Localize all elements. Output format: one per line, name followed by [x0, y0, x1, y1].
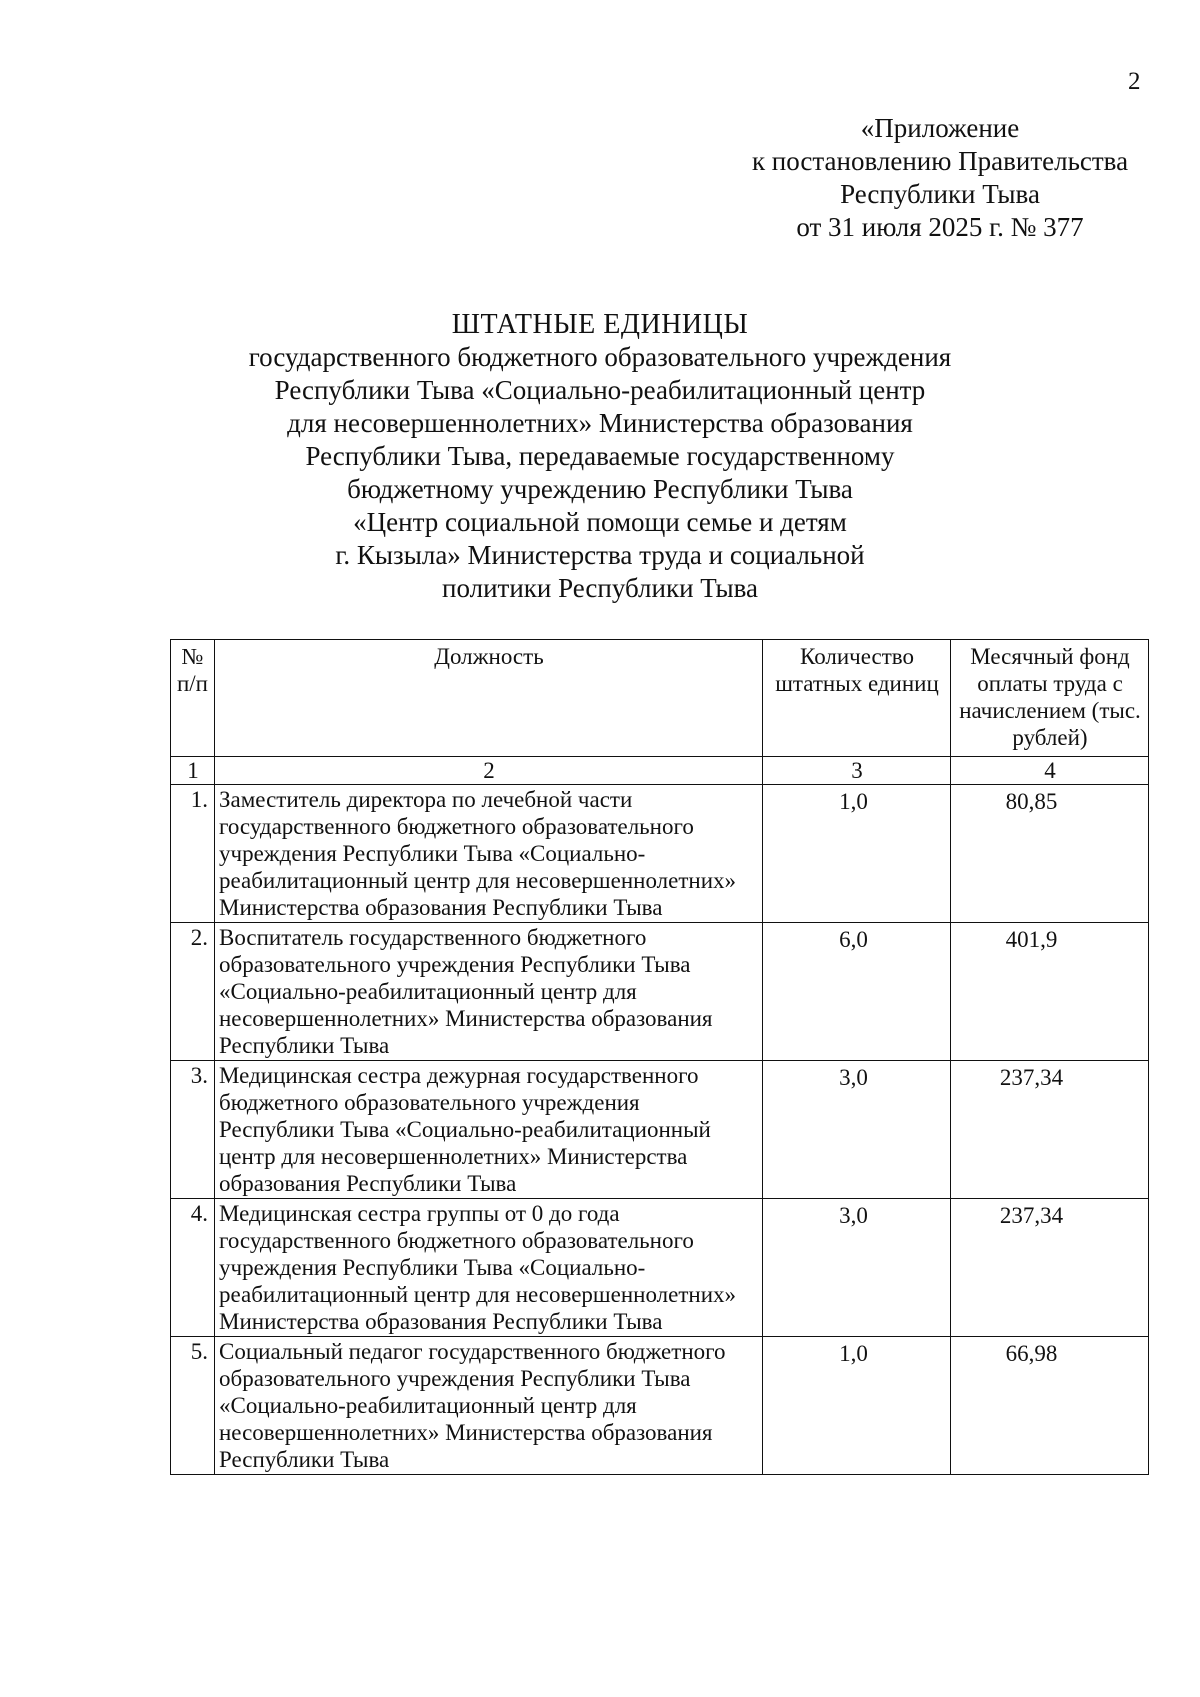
row-fund: 401,9	[951, 923, 1149, 1061]
title-line: государственного бюджетного образовательного учреждения	[248, 342, 952, 372]
staff-units-table	[170, 639, 1149, 1475]
row-quantity: 1,0	[763, 785, 951, 923]
document-title	[150, 308, 1050, 605]
column-number: 1	[171, 757, 215, 785]
header-position: Должность	[215, 640, 763, 757]
table-row	[171, 1199, 1149, 1337]
row-number: 1.	[171, 785, 215, 923]
title-line: для несовершеннолетних» Министерства образования	[287, 408, 913, 438]
title-line: Республики Тыва, передаваемые государственному	[305, 441, 895, 471]
header-quantity: Количество штатных единиц	[763, 640, 951, 757]
row-fund: 237,34	[951, 1061, 1149, 1199]
column-number: 4	[951, 757, 1149, 785]
title-line: «Центр социальной помощи семье и детям	[353, 507, 847, 537]
header-num: № п/п	[171, 640, 215, 757]
appendix-line: «Приложение	[860, 113, 1020, 143]
table-row	[171, 923, 1149, 1061]
row-quantity: 6,0	[763, 923, 951, 1061]
table-row	[171, 1061, 1149, 1199]
row-number: 3.	[171, 1061, 215, 1199]
row-quantity: 1,0	[763, 1337, 951, 1475]
column-number-row	[171, 757, 1149, 785]
row-quantity: 3,0	[763, 1199, 951, 1337]
appendix-line: Республики Тыва	[840, 179, 1040, 209]
appendix-block	[730, 112, 1150, 244]
row-number: 5.	[171, 1337, 215, 1475]
table-header-row	[171, 640, 1149, 757]
row-position: Социальный педагог государственного бюджетного образовательного учреждения Республики Тыва «Социально-реабилитационный центр для несовершеннолетних» Министерства образования Республики Тыва	[215, 1337, 763, 1475]
appendix-line: к постановлению Правительства	[751, 146, 1129, 176]
title-line: политики Республики Тыва	[442, 573, 758, 603]
row-fund: 66,98	[951, 1337, 1149, 1475]
row-quantity: 3,0	[763, 1061, 951, 1199]
row-fund: 237,34	[951, 1199, 1149, 1337]
page-number: 2	[1128, 68, 1141, 95]
column-number: 3	[763, 757, 951, 785]
row-position: Воспитатель государственного бюджетного образовательного учреждения Республики Тыва «Социально-реабилитационный центр для несовершеннолетних» Министерства образования Республики Тыва	[215, 923, 763, 1061]
appendix-date-number: от 31 июля 2025 г. № 377	[796, 212, 1084, 242]
row-fund: 80,85	[951, 785, 1149, 923]
row-position: Заместитель директора по лечебной части государственного бюджетного образовательного учреждения Республики Тыва «Социально-реабилитационный центр для несовершеннолетних» Министерства образования Республики Тыва	[215, 785, 763, 923]
row-number: 4.	[171, 1199, 215, 1337]
title-line: бюджетному учреждению Республики Тыва	[347, 474, 853, 504]
table-row	[171, 785, 1149, 923]
title-line: г. Кызыла» Министерства труда и социальной	[335, 540, 865, 570]
title-line: Республики Тыва «Социально-реабилитационный центр	[274, 375, 926, 405]
header-fund: Месячный фонд оплаты труда с начислением (тыс. рублей)	[951, 640, 1149, 757]
row-position: Медицинская сестра группы от 0 до года государственного бюджетного образовательного учреждения Республики Тыва «Социально-реабилитационный центр для несовершеннолетних» Министерства образования Республики Тыва	[215, 1199, 763, 1337]
table-row	[171, 1337, 1149, 1475]
row-number: 2.	[171, 923, 215, 1061]
row-position: Медицинская сестра дежурная государственного бюджетного образовательного учреждения Республики Тыва «Социально-реабилитационный центр для несовершеннолетних» Министерства образования Республики Тыва	[215, 1061, 763, 1199]
column-number: 2	[215, 757, 763, 785]
title-heading: ШТАТНЫЕ ЕДИНИЦЫ	[451, 309, 749, 340]
